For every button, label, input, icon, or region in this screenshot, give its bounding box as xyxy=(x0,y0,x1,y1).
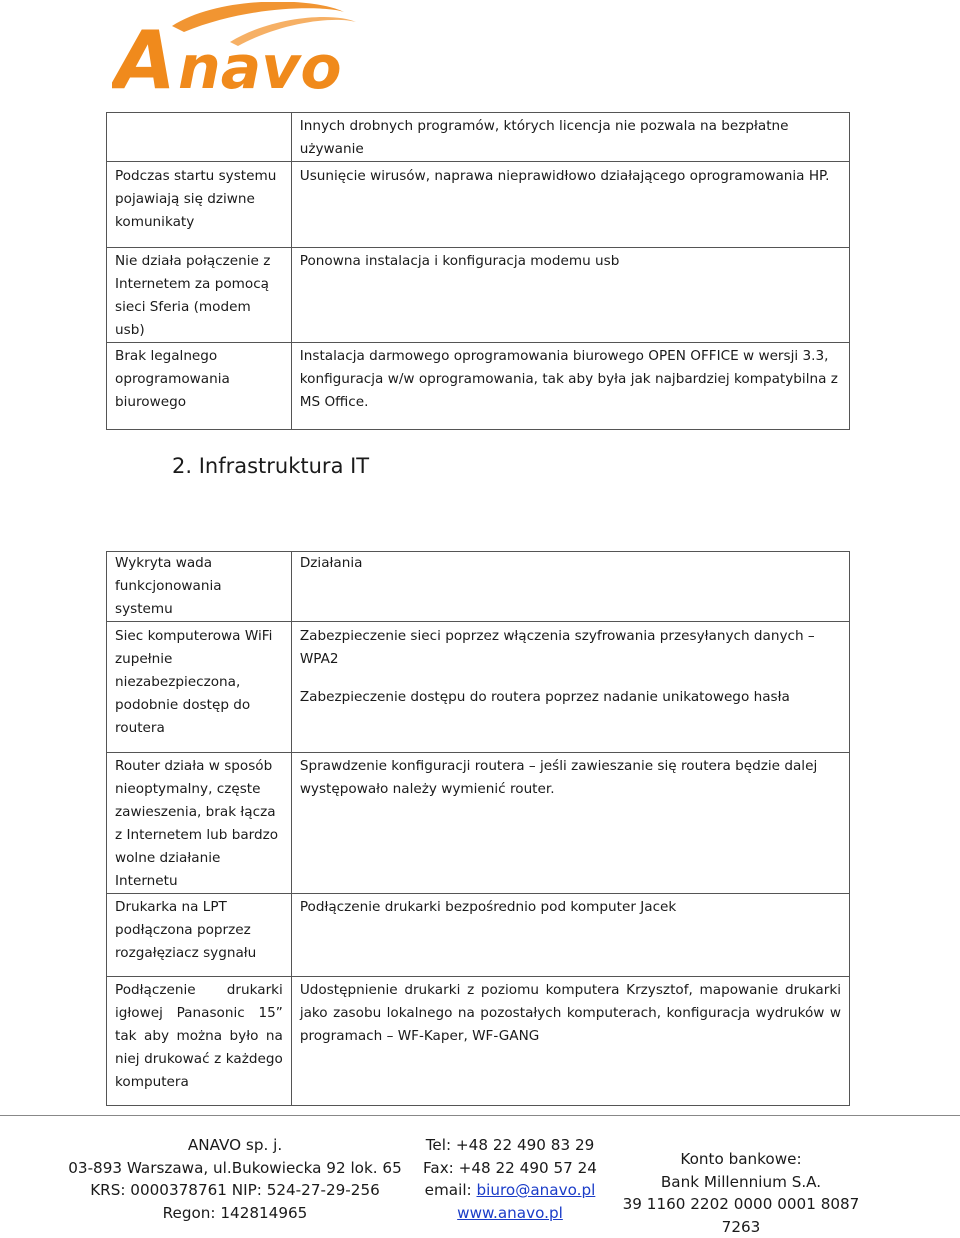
email-label: email: xyxy=(424,1181,477,1199)
action-cell: Innych drobnych programów, których licencja nie pozwala na bezpłatne używanie xyxy=(291,113,849,162)
action-cell: Sprawdzenie konfiguracji routera – jeśli zawieszanie się routera będzie dalej występowało należy wymienić router. xyxy=(291,753,849,894)
section-heading: 2. Infrastruktura IT xyxy=(172,454,370,478)
action-cell: Udostępnienie drukarki z poziomu komputera Krzysztof, mapowanie drukarki jako zasobu lokalnego na pozostałych komputerach, konfiguracja wydruków w programach – WF-Kaper, WF-GANG xyxy=(291,977,849,1106)
problems-table-2 xyxy=(106,551,850,1106)
action-cell xyxy=(291,622,849,753)
problem-cell: Nie działa połączenie z Internetem za pomocą sieci Sferia (modem usb) xyxy=(107,248,292,343)
footer-divider xyxy=(0,1115,960,1116)
company-regon: Regon: 142814965 xyxy=(162,1203,308,1222)
problems-table-1 xyxy=(106,112,850,430)
problem-cell: Router działa w sposób nieoptymalny, częste zawieszenia, brak łącza z Internetem lub bardzo wolne działanie Internetu xyxy=(107,753,292,894)
anavo-logo xyxy=(112,2,364,94)
bank-account: 39 1160 2202 0000 0001 8087 7263 xyxy=(622,1195,860,1236)
action-cell: Instalacja darmowego oprogramowania biurowego OPEN OFFICE w wersji 3.3, konfiguracja w/w oprogramowania, tak aby była jak najbardziej kompatybilna z MS Office. xyxy=(291,343,849,430)
problem-cell: Podłączenie drukarki igłowej Panasonic 15” tak aby można było na niej drukować z każdego komputera xyxy=(107,977,292,1106)
website-link[interactable]: www.anavo.pl xyxy=(457,1203,563,1222)
problem-cell: Podczas startu systemu pojawiają się dziwne komunikaty xyxy=(107,162,292,248)
action-cell: Usunięcie wirusów, naprawa nieprawidłowo działającego oprogramowania HP. xyxy=(291,162,849,248)
problem-cell: Drukarka na LPT podłączona poprzez rozgałęziacz sygnału xyxy=(107,894,292,977)
footer-contact xyxy=(415,1134,605,1224)
contact-tel: Tel: +48 22 490 83 29 xyxy=(425,1136,595,1154)
contact-fax: Fax: +48 22 490 57 24 xyxy=(423,1158,597,1177)
problem-cell: Brak legalnego oprogramowania biurowego xyxy=(107,343,292,430)
bank-name: Bank Millennium S.A. xyxy=(660,1172,822,1191)
action-line: Zabezpieczenie dostępu do routera poprzez nadanie unikatowego hasła xyxy=(299,689,790,705)
footer-bank xyxy=(606,1148,876,1238)
company-address: 03-893 Warszawa, ul.Bukowiecka 92 lok. 65 xyxy=(68,1158,402,1177)
action-line: Zabezpieczenie sieci poprzez włączenia szyfrowania przesyłanych danych – WPA2 xyxy=(299,628,815,667)
svg-text:navo: navo xyxy=(178,33,342,94)
problem-cell: Siec komputerowa WiFi zupełnie niezabezpieczona, podobnie dostęp do routera xyxy=(107,622,292,753)
action-cell: Podłączenie drukarki bezpośrednio pod komputer Jacek xyxy=(291,894,849,977)
footer-company xyxy=(62,1134,408,1224)
action-cell: Ponowna instalacja i konfiguracja modemu usb xyxy=(291,248,849,343)
problem-cell xyxy=(107,113,292,162)
email-link[interactable]: biuro@anavo.pl xyxy=(476,1181,596,1199)
company-name: ANAVO sp. j. xyxy=(187,1136,283,1154)
company-krs-nip: KRS: 0000378761 NIP: 524-27-29-256 xyxy=(90,1181,380,1199)
contact-email-row xyxy=(415,1179,605,1202)
header-cell-problem: Wykryta wada funkcjonowania systemu xyxy=(107,552,292,622)
header-cell-actions: Działania xyxy=(291,552,849,622)
bank-label: Konto bankowe: xyxy=(680,1150,802,1168)
svg-text:A: A xyxy=(114,14,176,94)
